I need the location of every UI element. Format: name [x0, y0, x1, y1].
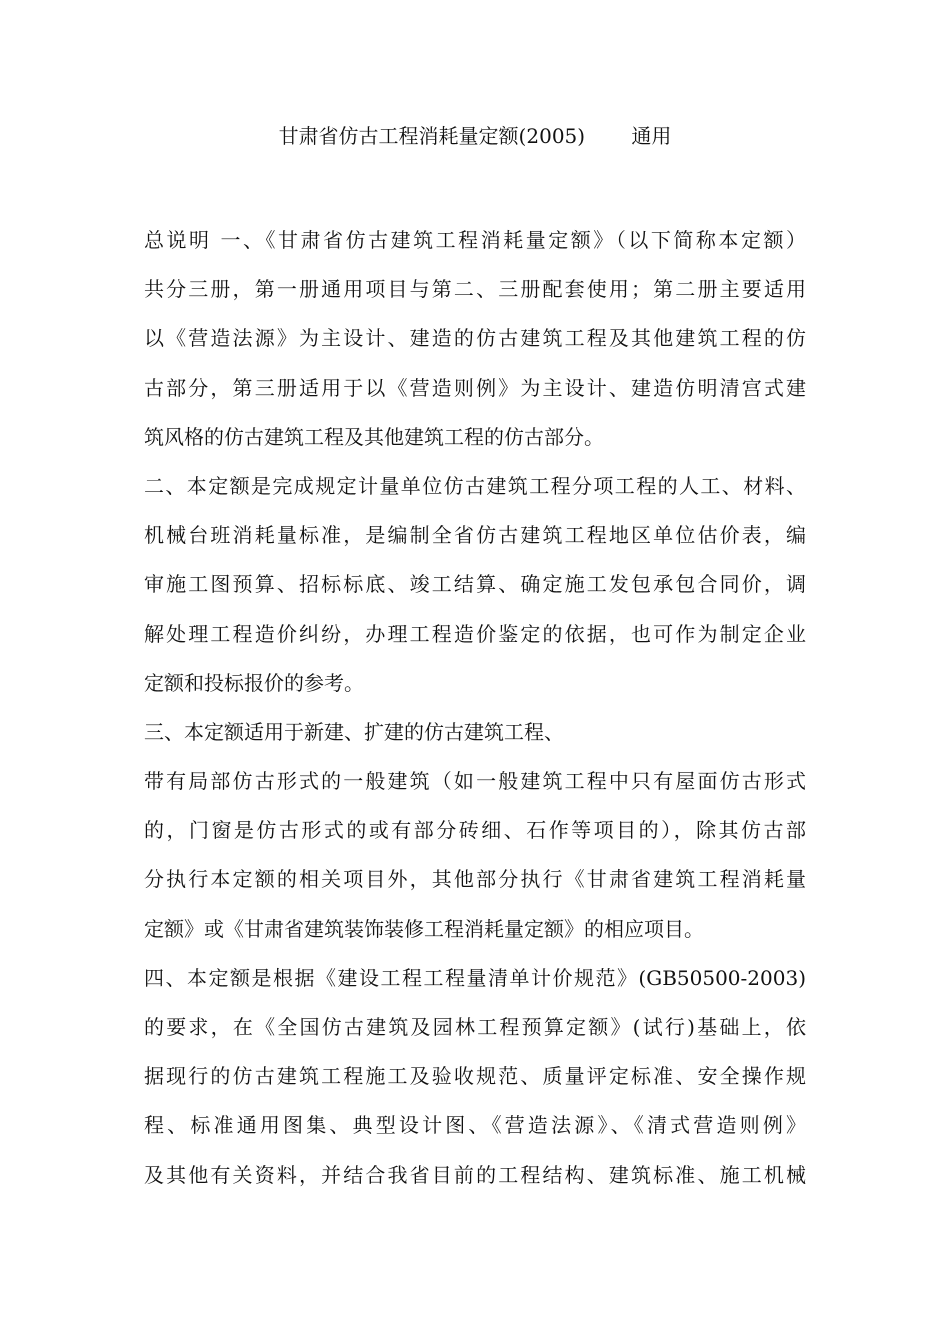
- body-line: 带有局部仿古形式的一般建筑（如一般建筑工程中只有屋面仿古形式: [144, 769, 806, 794]
- body-line: 以《营造法源》为主设计、建造的仿古建筑工程及其他建筑工程的仿: [144, 326, 806, 351]
- body-line: 解处理工程造价纠纷，办理工程造价鉴定的依据，也可作为制定企业: [144, 621, 806, 646]
- body-line: 总说明 一、《甘肃省仿古建筑工程消耗量定额》（以下简称本定额）: [144, 228, 806, 252]
- body-line: 古部分，第三册适用于以《营造则例》为主设计、建造仿明清宫式建: [144, 375, 806, 400]
- document-body: [144, 216, 806, 1200]
- body-line: 据现行的仿古建筑工程施工及验收规范、质量评定标准、安全操作规: [144, 1064, 806, 1089]
- body-line: 的，门窗是仿古形式的或有部分砖细、石作等项目的），除其仿古部: [144, 818, 806, 843]
- body-line: 程、标准通用图集、典型设计图、《营造法源》、《清式营造则例》: [144, 1113, 806, 1138]
- body-line: 分执行本定额的相关项目外，其他部分执行《甘肃省建筑工程消耗量: [144, 867, 806, 892]
- body-line: 三、本定额适用于新建、扩建的仿古建筑工程、: [144, 719, 564, 744]
- body-line: 筑风格的仿古建筑工程及其他建筑工程的仿古部分。: [144, 424, 604, 449]
- body-line: 机械台班消耗量标准，是编制全省仿古建筑工程地区单位估价表，编: [144, 523, 806, 548]
- document-title: 甘肃省仿古工程消耗量定额(2005) 通用: [278, 124, 672, 148]
- body-line: 审施工图预算、招标标底、竣工结算、确定施工发包承包合同价，调: [144, 572, 806, 597]
- body-line: 二、本定额是完成规定计量单位仿古建筑工程分项工程的人工、材料、: [144, 473, 806, 498]
- body-line: 的要求，在《全国仿古建筑及园林工程预算定额》(试行)基础上，依: [144, 1015, 806, 1039]
- body-line: 共分三册，第一册通用项目与第二、三册配套使用；第二册主要适用: [144, 277, 806, 302]
- body-line: 定额》或《甘肃省建筑装饰装修工程消耗量定额》的相应项目。: [144, 916, 704, 941]
- body-line: 定额和投标报价的参考。: [144, 670, 364, 695]
- body-line: 四、本定额是根据《建设工程工程量清单计价规范》(GB50500-2003): [144, 965, 806, 990]
- body-line: 及其他有关资料，并结合我省目前的工程结构、建筑标准、施工机械: [144, 1162, 806, 1187]
